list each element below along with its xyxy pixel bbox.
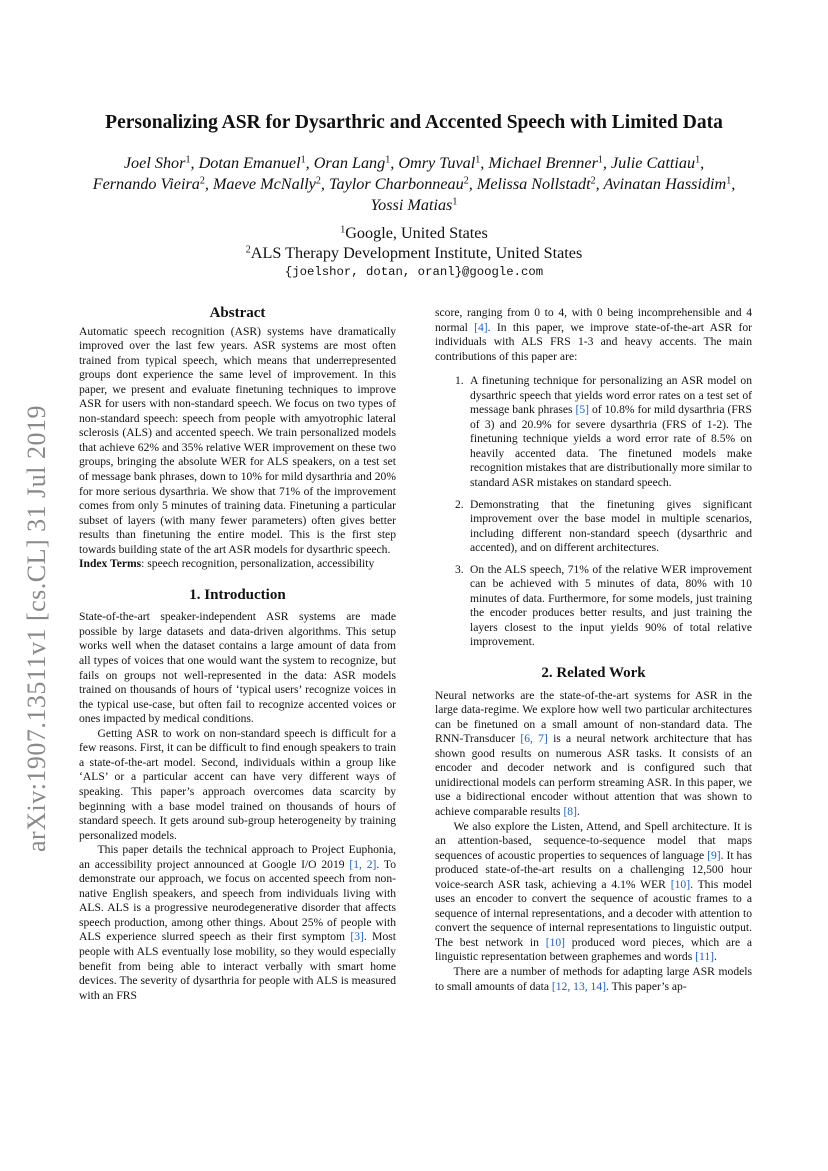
author-name: Dotan Emanuel bbox=[198, 154, 301, 172]
author-affiliation-mark: 2 bbox=[463, 175, 469, 187]
author-affiliation-mark: 1 bbox=[597, 154, 603, 166]
citation-link[interactable]: [5] bbox=[575, 403, 589, 417]
citation-link[interactable]: [4] bbox=[474, 320, 488, 334]
related-paragraph-2: We also explore the Listen, Attend, and Spell architecture. It is an attention-based, sequence-to-sequence model that maps sequences of acoustic properties to sequences of language [9]. It has produced state-of-the-art results on a challenging 12,500 hour voice-search ASR task, achieving a 4.1% WER [10]. This model uses an encoder to convert the sequence of acoustic frames to a sequence of internal representations, and a decoder with attention to convert the sequence of internal representations to linguistic output. The best network in [10] produced word pieces, which are a linguistic representation between graphemes and words [11]. bbox=[435, 819, 753, 964]
author-affiliation-mark: 1 bbox=[300, 154, 306, 166]
author-line-1: Joel Shor$^1$, Dotan Emanuel$^1$, Oran Lang$^1$, Omry Tuval$^1$, Michael Brenner$^1$, Julie Cattiau$^1$, bbox=[123, 154, 705, 172]
intro-paragraph-2: Getting ASR to work on non-standard speech is difficult for a few reasons. First, it can be difficult to find enough speakers to train a state-of-the-art model. Second, individuals within a group like ‘ALS’ or a particular accent can have very different ways of speaking. This paper’s approach overcomes data scarcity by beginning with a base model trained on thousands of hours of standard speech. It gets around sub-group heterogeneity by training personalized models. bbox=[79, 726, 396, 842]
paper-title: Personalizing ASR for Dysarthric and Accented Speech with Limited Data bbox=[105, 112, 723, 133]
author-affiliation-mark: 1 bbox=[726, 175, 732, 187]
related-paragraph-1: Neural networks are the state-of-the-art systems for ASR in the large data-regime. We explore how well two particular architectures can be finetuned on a small amount of non-standard data. The RNN-Transducer [6, 7] is a neural network architecture that has shown good results on numerous ASR tasks. It consists of an encoder and decoder network and is configured such that unidirectional models can perform streaming ASR. In this paper, we use a bidirectional encoder without attention that was shown to achieve comparable results [8]. bbox=[435, 688, 752, 818]
contributions-list bbox=[435, 374, 752, 650]
affiliation-1: $^1$Google, United States bbox=[340, 224, 488, 242]
intro-paragraph-1: State-of-the-art speaker-independent ASR systems are made possible by large datasets and data-driven algorithms. This setup works well when the dataset contains a large amount of data from all types of voices that one would want the system to recognize, but fails on groups not well-represented in the data: ASR models trained on thousands of hours of ‘typical users’ recognize voices in the typical use-case, but often fail to recognize accented voices or ones impacted by medical conditions. bbox=[79, 610, 396, 726]
author-name: Maeve McNally bbox=[212, 175, 316, 193]
author-line-2: Fernando Vieira$^2$, Maeve McNally$^2$, Taylor Charbonneau$^2$, Melissa Nollstadt$^2$, Avinatan Hassidim$^1$, bbox=[92, 175, 736, 193]
citation-link[interactable]: [1, 2] bbox=[349, 857, 377, 871]
right-column bbox=[435, 306, 752, 994]
citation-link[interactable]: [11] bbox=[695, 950, 715, 964]
author-name: Melissa Nollstadt bbox=[476, 175, 591, 193]
citation-link[interactable]: [10] bbox=[545, 935, 566, 949]
author-name: Yossi Matias bbox=[370, 196, 453, 214]
author-affiliation-mark: 2 bbox=[199, 175, 205, 187]
intro-paragraph-3: This paper details the technical approach to Project Euphonia, an accessibility project announced at Google I/O 2019 [1, 2]. To demonstrate our approach, we focus on accented speech from non-native English speakers, and speech from individuals living with ALS. ALS is a progressive neurodegenerative disorder that affects speech production, among other things. About 25% of people with ALS experience slurred speech as their first symptom [3]. Most people with ALS eventually lose mobility, so they would especially benefit from being able to interact verbally with smart home devices. The severity of dysarthria for people with ALS is measured with an FRS bbox=[79, 843, 397, 1002]
abstract-heading: Abstract bbox=[209, 305, 266, 321]
author-affiliation-mark: 1 bbox=[695, 154, 701, 166]
related-work-heading: 2. Related Work bbox=[541, 665, 646, 682]
affiliation-2: $^2$ALS Therapy Development Institute, United States bbox=[245, 244, 583, 262]
related-paragraph-3: There are a number of methods for adapting large ASR models to small amounts of data [12, 13, 14]. This paper’s ap- bbox=[435, 964, 752, 993]
left-column bbox=[79, 306, 396, 1003]
citation-link[interactable]: [12, 13, 14] bbox=[551, 979, 606, 993]
index-terms: Index Terms: speech recognition, personalization, accessibility bbox=[79, 557, 375, 571]
intro-heading: 1. Introduction bbox=[189, 586, 286, 603]
arxiv-sidebar-id: arXiv:1907.13511v1 [cs.CL] 31 Jul 2019 bbox=[22, 405, 51, 852]
list-item: 1. A finetuning technique for personalizing an ASR model on dysarthric speech that yields word error rates on a test set of message bank phrases [5] of 10.8% for mild dysarthria (FRS of 3) and 20.9% for severe dysarthria (FRS of 1-2). The finetuning technique yields a word error rate of 8.5% on heavily accented data. The finetuned models make recognition mistakes that are distributionally more similar to standard ASR mistakes on standard speech. bbox=[455, 374, 752, 490]
citation-link[interactable]: [8] bbox=[563, 804, 577, 818]
author-affiliation-mark: 1 bbox=[452, 196, 458, 208]
intro-continued-paragraph: score, ranging from 0 to 4, with 0 being incomprehensible and 4 normal [4]. In this paper, we improve state-of-the-art ASR for individuals with ALS FRS 1-3 and heavy accents. The main contributions of this paper are: bbox=[435, 306, 752, 363]
author-name: Taylor Charbonneau bbox=[328, 175, 464, 193]
author-name: Avinatan Hassidim bbox=[603, 175, 727, 193]
list-item: 3. On the ALS speech, 71% of the relative WER improvement can be achieved with 5 minutes of data, 80% with 10 minutes of data. Furthermore, for some models, just training the encoder produces better results, and just training the layers closest to the input yields 90% of total relative improvement. bbox=[455, 562, 752, 649]
abstract-text: Automatic speech recognition (ASR) systems have dramatically improved over the last few years. ASR systems are most often trained from typical speech, which means that underrepresented groups dont experience the same level of improvement. In this paper, we present and evaluate finetuning techniques to improve ASR for users with non-standard speech. We focus on two types of non-standard speech: speech from people with amyotrophic lateral sclerosis (ALS) and accented speech. We train personalized models that achieve 62% and 35% relative WER improvement on these two groups, bringing the absolute WER for ALS speakers, on a test set of message bank phrases, down to 10% for mild dysarthria and 20% for more serious dysarthria. We show that 71% of the improvement comes from only 5 minutes of training data. Finetuning a particular subset of layers (with many fewer parameters) often gives better results than finetuning the entire model. This is the first step towards building state of the art ASR models for dysarthric speech. bbox=[79, 324, 396, 556]
author-name: Michael Brenner bbox=[488, 154, 598, 172]
author-name: Oran Lang bbox=[313, 154, 386, 172]
citation-link[interactable]: [3] bbox=[350, 930, 364, 944]
author-emails: {joelshor, dotan, oranl}@google.com bbox=[284, 265, 544, 279]
author-name: Julie Cattiau bbox=[611, 154, 696, 172]
author-name: Joel Shor bbox=[123, 154, 186, 172]
citation-link[interactable]: [6, 7] bbox=[520, 732, 548, 746]
author-list bbox=[70, 153, 758, 216]
author-line-3 bbox=[70, 195, 758, 216]
author-affiliation-mark: 1 bbox=[385, 154, 391, 166]
author-name: Fernando Vieira bbox=[92, 175, 200, 193]
citation-link[interactable]: [9] bbox=[707, 848, 721, 862]
author-affiliation-mark: 1 bbox=[185, 154, 191, 166]
author-affiliation-mark: 1 bbox=[475, 154, 481, 166]
author-affiliation-mark: 2 bbox=[590, 175, 596, 187]
author-affiliation-mark: 2 bbox=[315, 175, 321, 187]
citation-link[interactable]: [10] bbox=[670, 877, 691, 891]
list-item: 2. Demonstrating that the finetuning gives significant improvement over the base model in multiple scenarios, including different non-standard speech (dysarthric and accented), and on different architectures. bbox=[455, 497, 752, 555]
author-name: Omry Tuval bbox=[398, 154, 476, 172]
